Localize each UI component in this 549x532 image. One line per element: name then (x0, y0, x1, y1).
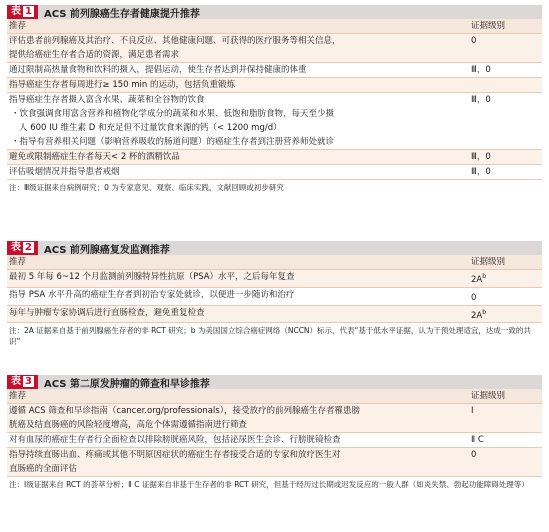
table-3-header-row (7, 389, 542, 404)
table-cell: 评估吸烟情况并指导患者戒烟 (9, 167, 120, 177)
table-cell-level: 0 (471, 36, 477, 46)
table-row (7, 63, 542, 78)
table-cell-level: 0 (471, 450, 477, 460)
table-cell-level: $2A^b$ (471, 308, 487, 321)
table-cell: 通过限制高热量食物和饮料的摄入，提倡运动，使生存者达到并保持健康的体重 (9, 65, 307, 75)
table-2 (7, 241, 542, 349)
table-row (7, 34, 542, 48)
table-row (7, 78, 542, 93)
table-cell: 提供给癌症生存者合适的资源，满足患者需求 (9, 50, 180, 60)
table-3-tag: 表 3 (7, 375, 38, 389)
table-row (7, 93, 542, 107)
table-cell: 评估患者前列腺癌及其治疗、不良反应、其他健康问题、可获得的医疗服务等相关信息， (9, 36, 341, 46)
table-cell-level: Ⅲ，0 (471, 95, 491, 105)
table-cell-level: Ⅲ，0 (471, 152, 491, 162)
table-1-note: 注：Ⅲ级证据来自病例研究；0 为专家意见、观察、临床实践、文献回顾或初步研究 (9, 183, 284, 192)
table-3-col-evidence-level: 证据级别 (471, 391, 506, 401)
table-1-col-recommendation: 推荐 (9, 21, 27, 31)
table-cell: 遵循 ACS 筛查和早诊指南（cancer.org/professionals），接受放疗的前列腺癌生存者罹患膀 (9, 406, 360, 416)
table-row (7, 121, 542, 135)
table-1-header-row (7, 19, 542, 34)
table-cell-level (469, 135, 542, 149)
table-cell-level (469, 107, 542, 121)
table-cell-level: Ⅲ，0 (471, 65, 491, 75)
table-row (7, 107, 542, 121)
table-cell-level: Ⅲ，0 (471, 167, 491, 177)
table-row (7, 270, 542, 288)
table-row (7, 433, 542, 448)
table-row (7, 418, 542, 433)
table-2-col-recommendation: 推荐 (9, 257, 27, 267)
table-row (7, 150, 542, 165)
table-cell-level (469, 48, 542, 62)
table-cell-level: Ⅰ (471, 406, 474, 416)
table-row (7, 462, 542, 477)
table-cell: ・指导有营养相关问题（影响营养吸收的肠道问题）的癌症生存者到注册营养师处就诊 (11, 137, 335, 147)
table-2-title-bar (7, 241, 542, 255)
table-cell: 人 600 IU 维生素 D 和充足但不过量饮食来源的钙（< 1200 mg/d） (19, 123, 282, 133)
table-cell: 胱癌及结直肠癌的风险轻度增高，高危个体需遵循指南进行筛查 (9, 420, 248, 430)
table-2-title: ACS 前列腺癌复发监测推荐 (43, 244, 170, 256)
table-cell-level (469, 78, 542, 92)
table-cell: 指导癌症生存者每周进行≥ 150 min 的运动，包括负重锻炼 (9, 80, 235, 90)
table-2-note: 注：2A 证据来自基于前列腺癌生存者的非 RCT 研究；b 为美国国立综合癌症网络（NCCN）标示，代表“基于低水平证据，认为干预处理适宜，达成一致的共识” (9, 326, 531, 347)
table-1-tag: 表 1 (7, 5, 38, 19)
table-cell-level: 0 (471, 292, 477, 303)
table-cell: 最初 5 年每 6~12 个月监测前列腺特异性抗原（PSA）水平，之后每年复查 (9, 272, 295, 282)
table-row (7, 135, 542, 150)
table-3-title-bar (7, 375, 542, 389)
table-row (7, 404, 542, 418)
table-cell: 指导 PSA 水平升高的癌症生存者到初治专家处就诊，以便进一步随访和治疗 (9, 289, 295, 300)
table-row (7, 306, 542, 324)
table-2-col-evidence-level: 证据级别 (471, 257, 506, 267)
table-cell: ・饮食强调食用富含营养和植物化学成分的蔬菜和水果、低饱和脂肪食物，每天至少摄 (11, 109, 335, 119)
table-3-col-recommendation: 推荐 (9, 391, 27, 401)
table-cell: 指导持续直肠出血、疼痛或其他不明原因症状的癌症生存者接受合适的专家和放疗医生对 (9, 450, 341, 460)
table-cell: 对有血尿的癌症生存者行全面检查以排除膀胱癌风险，包括泌尿医生会诊、行膀胱镜检查 (9, 435, 341, 445)
table-1-title-bar (7, 5, 542, 19)
table-row (7, 288, 542, 306)
table-3 (7, 375, 542, 492)
table-2-tag: 表 2 (7, 241, 38, 255)
table-cell-level: Ⅱ C (471, 435, 484, 445)
table-3-note: 注：Ⅰ级证据来自 RCT 的荟萃分析；Ⅱ C 证据来自非基于生存者的非 RCT 研究，但基于经历过长期或迟发反应的一般人群（如炎失禁、勃起功能障碍处理等） (9, 480, 529, 489)
table-1-title: ACS 前列腺癌生存者健康提升推荐 (43, 8, 200, 20)
table-cell-level (469, 462, 542, 476)
table-cell-level (469, 121, 542, 135)
table-cell: 直肠癌的全面评估 (9, 464, 78, 474)
table-cell: 指导癌症生存者摄入富含水果、蔬菜和全谷物的饮食 (9, 95, 205, 105)
table-3-title: ACS 第二原发肿瘤的筛查和早诊推荐 (43, 378, 210, 390)
table-cell: 每年与肿瘤专家协调后进行直肠检查，避免重复检查 (9, 307, 205, 318)
table-row (7, 165, 542, 180)
table-2-header-row (7, 255, 542, 270)
table-cell: 避免或限制癌症生存者每天< 2 杯的酒精饮品 (9, 152, 180, 162)
table-cell-level (469, 418, 542, 432)
table-cell-level: $2A^b$ (471, 273, 487, 285)
table-row (7, 448, 542, 462)
table-1 (7, 5, 542, 195)
table-1-col-evidence-level: 证据级别 (471, 21, 506, 31)
table-row (7, 48, 542, 63)
